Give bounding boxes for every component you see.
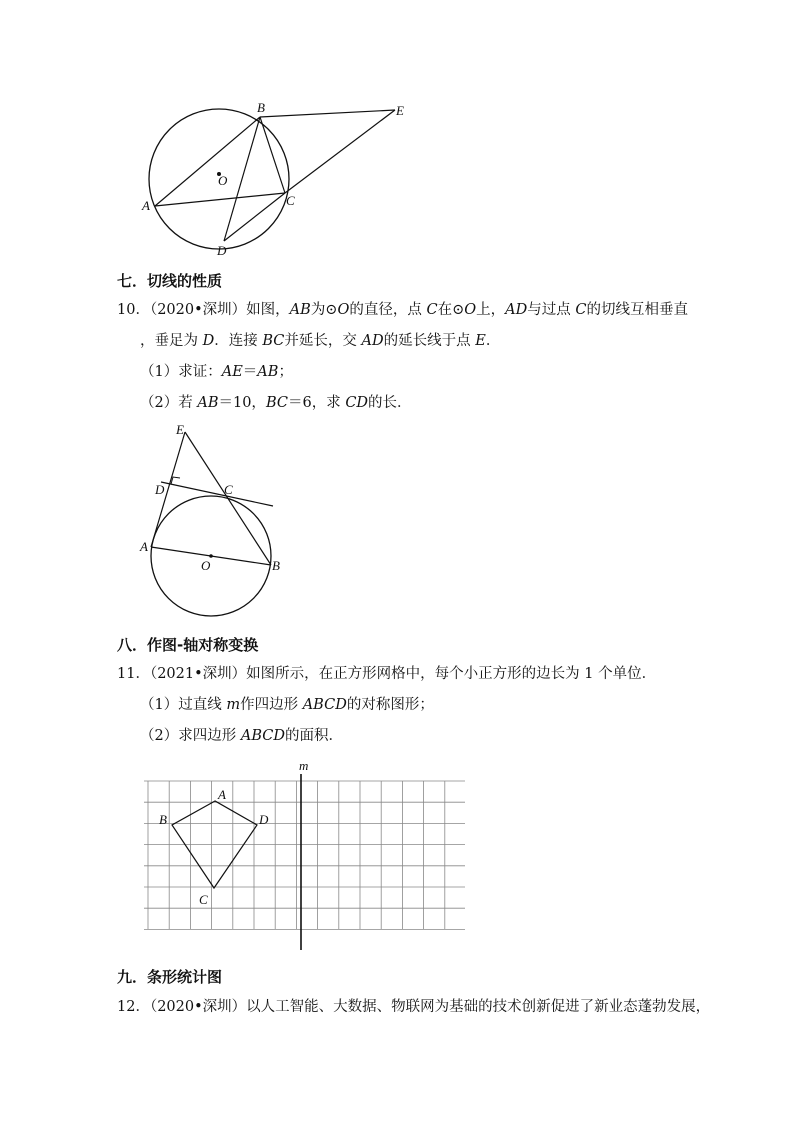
q12-line1: 12．（2020•深圳）以人工智能、大数据、物联网为基础的技术创新促进了新业态蓬勃发展，	[117, 999, 711, 1015]
q10-part1: （1）求证：AE＝AB；	[140, 364, 293, 380]
fig1-label-c: C	[286, 193, 295, 208]
fig2-label-o: O	[201, 558, 211, 573]
fig2-label-e: E	[176, 422, 184, 437]
figure-grid-quadrilateral	[140, 758, 465, 953]
fig1-label-e: E	[396, 103, 404, 118]
fig1-label-a: A	[142, 198, 150, 213]
section-8-title: 八．作图-轴对称变换	[117, 636, 259, 654]
q11-part2: （2）求四边形 ABCD的面积．	[140, 728, 343, 744]
section-7-title: 七．切线的性质	[117, 272, 223, 290]
figure-tangent-circle	[135, 420, 295, 620]
fig2-label-a: A	[140, 539, 148, 554]
fig3-label-a: A	[218, 787, 226, 802]
q10-part2: （2）若 AB＝10，BC＝6，求 CD的长．	[140, 395, 412, 411]
fig2-label-b: B	[272, 558, 280, 573]
fig1-label-o: O	[218, 173, 228, 188]
figure-circle-bec	[130, 95, 420, 265]
section-9-title: 九．条形统计图	[117, 968, 223, 986]
q11-part1: （1）过直线 m作四边形 ABCD的对称图形；	[140, 697, 434, 713]
q11-line1: 11．（2021•深圳）如图所示，在正方形网格中，每个小正方形的边长为 1 个单位．	[117, 666, 657, 682]
fig1-label-d: D	[217, 243, 227, 258]
fig3-label-d: D	[259, 812, 269, 827]
fig3-label-c: C	[199, 892, 208, 907]
q10-line2: ，垂足为 D．连接 BC并延长，交 AD的延长线于点 E．	[140, 333, 501, 349]
fig2-label-c: C	[224, 482, 233, 497]
fig3-label-m: m	[299, 758, 309, 773]
fig1-label-b: B	[257, 100, 265, 115]
fig3-label-b: B	[159, 812, 167, 827]
q10-line1: 10．（2020•深圳）如图，AB为⊙O的直径，点 C在⊙O上，AD与过点 C的切线互相垂直	[117, 302, 688, 318]
fig2-label-d: D	[155, 482, 165, 497]
